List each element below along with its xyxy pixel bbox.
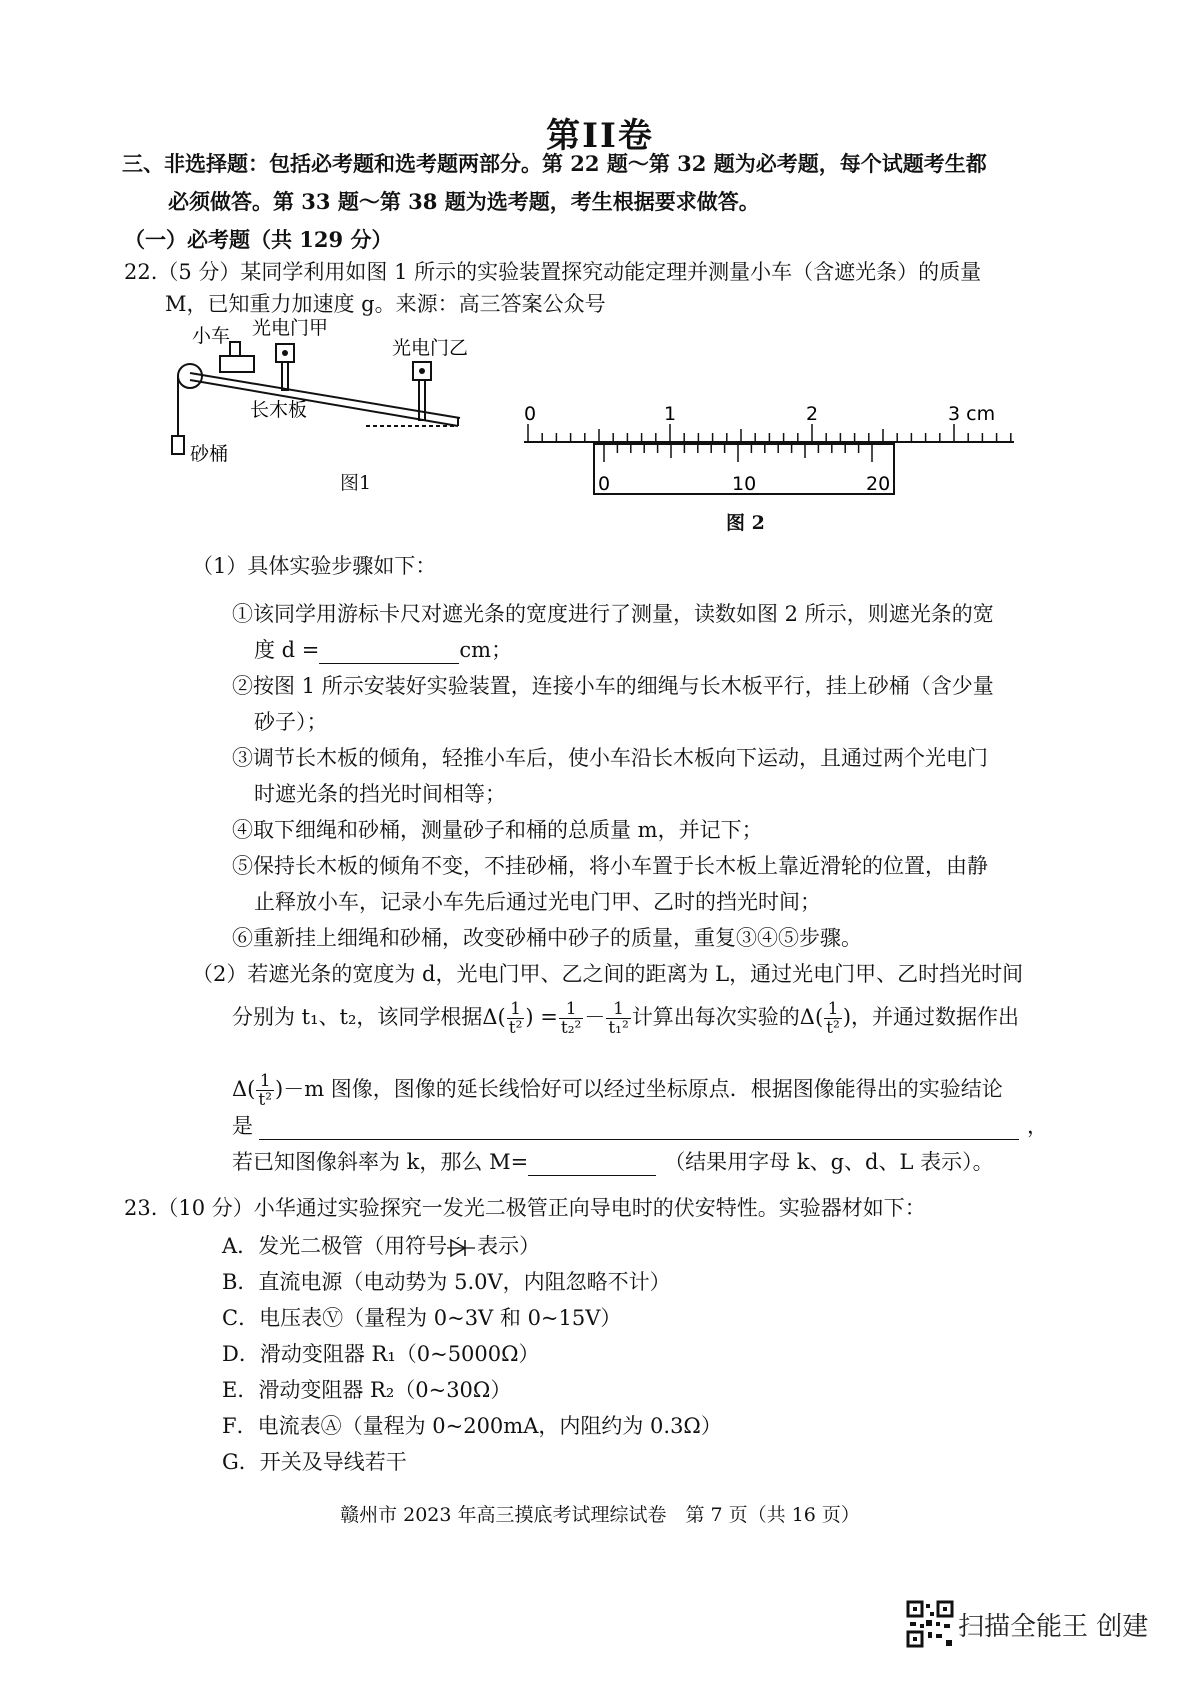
part2-slope-note: （结果用字母 k、g、d、L 表示）。 [664, 1150, 994, 1174]
frac-den: t₁² [608, 1018, 629, 1038]
main-tick-label-0: 0 [524, 403, 537, 425]
frac-num: 1 [824, 1000, 842, 1019]
q23-item-f: F．电流表Ⓐ（量程为 0~200mA，内阻约为 0.3Ω） [222, 1414, 722, 1438]
part2-text-a: 分别为 t₁、t₂，该同学根据Δ( [232, 1005, 506, 1029]
frac-num: 1 [606, 1000, 630, 1019]
step4: ④取下细绳和砂桶，测量砂子和桶的总质量 m，并记下； [232, 818, 763, 842]
q23-item-g: G．开关及导线若干 [222, 1450, 407, 1474]
q22-line2-text: M，已知重力加速度 g。 [165, 292, 396, 316]
frac-num: 1 [507, 1000, 525, 1019]
answer-blank-conclusion [259, 1117, 1019, 1140]
step1-label: 度 d = [254, 638, 320, 662]
frac-den: t² [826, 1018, 840, 1038]
part2-line4 [232, 1112, 1048, 1140]
part2-text-c: 计算出每次实验的Δ( [631, 1005, 824, 1029]
cart-shape [220, 356, 254, 372]
frac-den: t₂² [560, 1018, 582, 1038]
watermark-source: 来源：高三答案公众号 [395, 293, 606, 316]
figure-1-caption: 图1 [340, 472, 372, 494]
step2-line1: ②按图 1 所示安装好实验装置，连接小车的细绳与长木板平行，挂上砂桶（含少量 [232, 674, 994, 698]
step5-line2: 止释放小车，记录小车先后通过光电门甲、乙时的挡光时间； [254, 890, 821, 914]
answer-blank-d [319, 641, 459, 664]
fraction-1-over-t2-squared [559, 1000, 583, 1037]
step1-unit: cm； [459, 638, 513, 662]
frac-num: 1 [256, 1072, 274, 1091]
part2-line2 [232, 1000, 1019, 1037]
frac-num: 1 [559, 1000, 583, 1019]
label-board: 长木板 [250, 399, 308, 421]
section-heading-line1: 三、非选择题：包括必考题和选考题两部分。第 22 题～第 32 题为必考题，每个试题考生都 [122, 151, 987, 176]
figure-1 [160, 318, 480, 478]
main-tick-label-2: 2 [806, 403, 819, 425]
frac-den: t² [258, 1090, 273, 1110]
part2-text-d: )，并通过数据作出 [842, 1005, 1020, 1029]
pulley-icon [178, 364, 202, 388]
fraction-1-over-t2 [507, 1000, 525, 1037]
main-tick-label-1: 1 [664, 403, 677, 425]
step1-line2 [254, 636, 512, 664]
section-subheading: （一）必考题（共 129 分） [124, 227, 393, 252]
page-footer: 赣州市 2023 年高三摸底考试理综试卷 第 7 页（共 16 页） [340, 1504, 860, 1526]
figure-2 [514, 398, 1024, 508]
fraction-1-over-t2 [256, 1072, 274, 1109]
step3-line2: 时遮光条的挡光时间相等； [254, 782, 506, 806]
label-bucket: 砂桶 [190, 443, 229, 465]
sand-bucket-shape [172, 436, 184, 454]
part1-intro: （1）具体实验步骤如下： [192, 554, 437, 578]
part2-comma: ， [1027, 1114, 1048, 1138]
led-symbol-icon [447, 1237, 477, 1259]
q22-line1: 22.（5 分）某同学利用如图 1 所示的实验装置探究动能定理并测量小车（含遮光条）的质量 [124, 260, 982, 284]
step5-line1: ⑤保持长木板的倾角不变，不挂砂桶，将小车置于长木板上靠近滑轮的位置，由静 [232, 854, 988, 878]
part2-line1: （2）若遮光条的宽度为 d，光电门甲、乙之间的距离为 L，通过光电门甲、乙时挡光时间 [192, 962, 1024, 986]
part2-slope-text: 若已知图像斜率为 k，那么 M= [232, 1150, 529, 1174]
part2-line3 [232, 1072, 1003, 1109]
part2-text-f: )－m 图像，图像的延长线恰好可以经过坐标原点．根据图像能得出的实验结论 [275, 1077, 1003, 1101]
part2-text-b: ) = [525, 1005, 558, 1029]
part2-conclusion-label: 是 [232, 1114, 253, 1138]
q23-intro: 23.（10 分）小华通过实验探究一发光二极管正向导电时的伏安特性。实验器材如下： [124, 1196, 926, 1220]
main-tick-label-3: 3 cm [948, 403, 996, 425]
q23-item-e: E．滑动变阻器 R₂（0~30Ω） [222, 1378, 512, 1402]
q23-item-b: B．直流电源（电动势为 5.0V，内阻忽略不计） [222, 1270, 671, 1294]
section-heading-line2: 必须做答。第 33 题～第 38 题为选考题，考生根据要求做答。 [168, 189, 760, 214]
label-gate-a: 光电门甲 [252, 318, 329, 339]
q23-item-a-end: 表示） [477, 1234, 541, 1258]
label-gate-b: 光电门乙 [392, 337, 469, 359]
frac-den: t² [508, 1018, 523, 1038]
vernier-tick-label-20: 20 [866, 473, 891, 495]
q23-item-a [222, 1232, 540, 1260]
label-cart: 小车 [192, 325, 231, 347]
part2-text-e: Δ( [232, 1077, 256, 1101]
step3-line1: ③调节长木板的倾角，轻推小车后，使小车沿长木板向下运动，且通过两个光电门 [232, 746, 988, 770]
q23-item-a-text: A．发光二极管（用符号 [222, 1234, 448, 1258]
step2-line2: 砂子）； [254, 710, 328, 734]
fraction-1-over-t1-squared [606, 1000, 630, 1037]
page-title: 第II卷 [546, 116, 654, 156]
fraction-1-over-t2 [824, 1000, 842, 1037]
answer-blank-mass [528, 1153, 656, 1176]
minus-sign: － [584, 1005, 606, 1029]
q22-line2 [165, 290, 606, 319]
step1-line1: ①该同学用游标卡尺对遮光条的宽度进行了测量，读数如图 2 所示，则遮光条的宽 [232, 602, 994, 626]
part2-line5 [232, 1148, 994, 1176]
vernier-tick-label-0: 0 [598, 473, 611, 495]
qr-code-icon [906, 1600, 954, 1648]
vernier-tick-label-10: 10 [732, 473, 757, 495]
scanner-watermark: 扫描全能王 创建 [958, 1612, 1149, 1642]
step6: ⑥重新挂上细绳和砂桶，改变砂桶中砂子的质量，重复③④⑤步骤。 [232, 926, 862, 950]
q23-item-c: C．电压表Ⓥ（量程为 0~3V 和 0~15V） [222, 1306, 622, 1330]
figure-2-caption: 图 2 [726, 512, 765, 534]
q23-item-d: D．滑动变阻器 R₁（0~5000Ω） [222, 1342, 540, 1366]
